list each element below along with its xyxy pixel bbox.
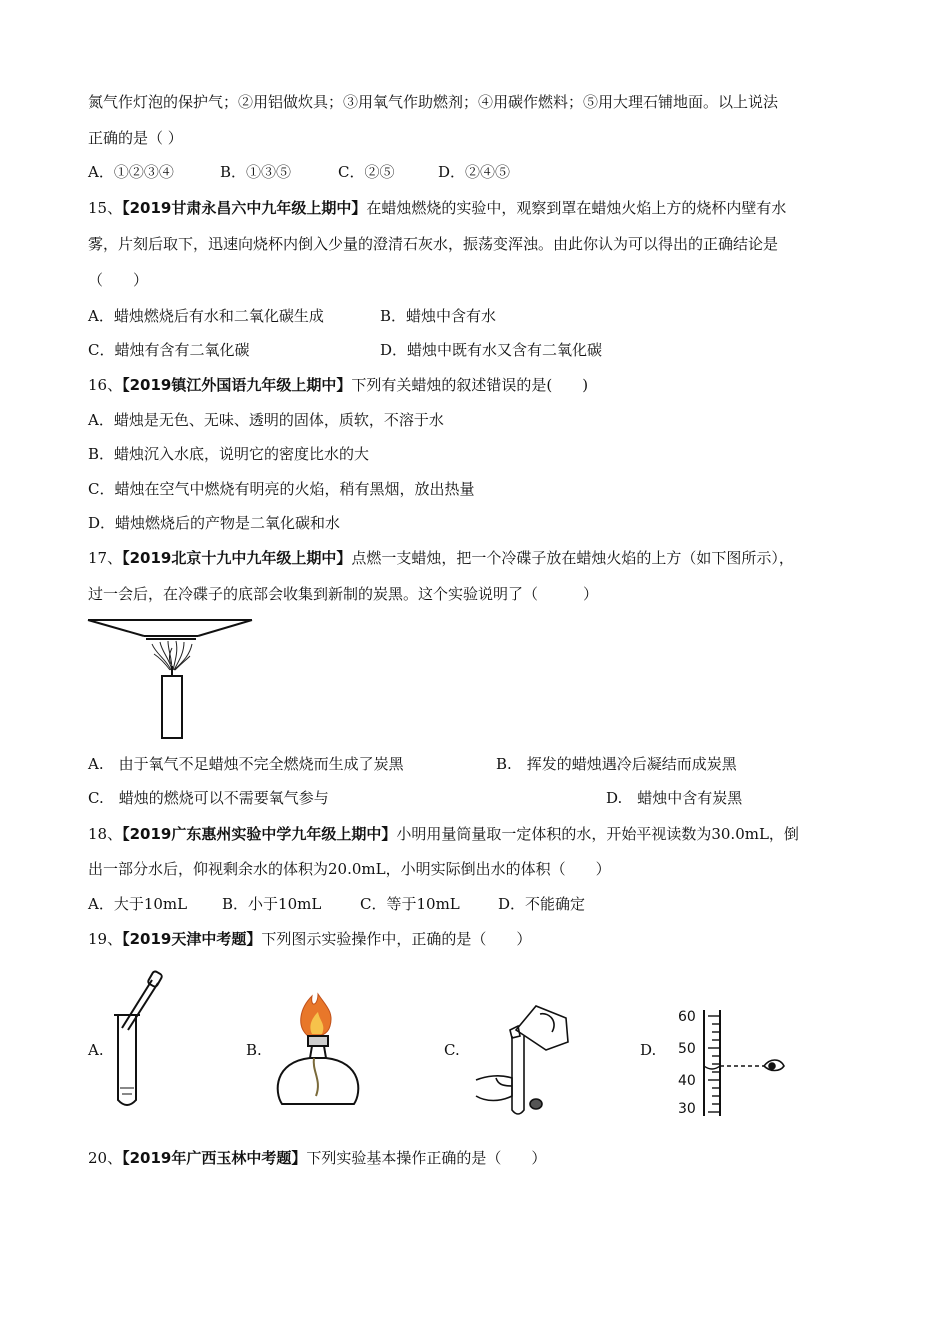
q17-option-d: D. 蜡烛中含有炭黑 bbox=[606, 789, 743, 807]
q17-source: 【2019北京十九中九年级上期中】 bbox=[122, 549, 352, 567]
q15-option-a: A．蜡烛燃烧后有水和二氧化碳生成 bbox=[88, 307, 324, 325]
q14-line2: 正确的是（ ） bbox=[88, 129, 183, 147]
q14-option-b: B．①③⑤ bbox=[220, 163, 292, 181]
q18-option-a: A．大于10mL bbox=[88, 895, 188, 913]
q16-option-c: C．蜡烛在空气中燃烧有明亮的火焰，稍有黑烟，放出热量 bbox=[88, 480, 475, 498]
q18-option-c: C．等于10mL bbox=[360, 895, 460, 913]
soot-flame bbox=[152, 641, 192, 670]
scale-label-50: 50 bbox=[678, 1041, 696, 1057]
graduated-cylinder-figure bbox=[678, 1008, 788, 1120]
alcohol-lamp-figure bbox=[268, 992, 368, 1116]
scale-label-30: 30 bbox=[678, 1101, 696, 1117]
meniscus bbox=[704, 1066, 720, 1069]
q20-source: 【2019年广西玉林中考题】 bbox=[122, 1149, 307, 1167]
q16-stem bbox=[88, 375, 588, 395]
dropper bbox=[122, 980, 158, 1030]
q16-source: 【2019镇江外国语九年级上期中】 bbox=[122, 376, 352, 394]
q17-option-c: C. 蜡烛的燃烧可以不需要氧气参与 bbox=[88, 789, 329, 807]
q19-source: 【2019天津中考题】 bbox=[122, 930, 262, 948]
q16-number: 16、 bbox=[88, 376, 123, 394]
q14-option-d: D．②④⑤ bbox=[438, 163, 511, 181]
q19-label-a: A. bbox=[88, 1041, 104, 1059]
q16-option-d: D．蜡烛燃烧后的产物是二氧化碳和水 bbox=[88, 514, 341, 532]
q19-stem bbox=[88, 929, 531, 949]
q17-option-b: B. 挥发的蜡烛遇冷后凝结而成炭黑 bbox=[496, 755, 737, 773]
q15-stem bbox=[88, 198, 786, 218]
q20-text: 下列实验基本操作正确的是（ ） bbox=[306, 1149, 547, 1167]
q19-label-b: B. bbox=[246, 1041, 262, 1059]
q19-text: 下列图示实验操作中，正确的是（ ） bbox=[261, 930, 532, 948]
q15-option-c: C．蜡烛有含有二氧化碳 bbox=[88, 341, 250, 359]
q18-option-d: D．不能确定 bbox=[498, 895, 586, 913]
q16-option-b: B．蜡烛沉入水底，说明它的密度比水的大 bbox=[88, 445, 370, 463]
q17-number: 17、 bbox=[88, 549, 123, 567]
candle-dish-figure bbox=[86, 614, 256, 742]
q15-text: 在蜡烛燃烧的实验中，观察到罩在蜡烛火焰上方的烧杯内壁有水 bbox=[366, 199, 787, 217]
q17-line2: 过一会后，在冷碟子的底部会收集到新制的炭黑。这个实验说明了（ ） bbox=[88, 585, 599, 603]
scale-label-60: 60 bbox=[678, 1009, 696, 1025]
candle bbox=[162, 666, 182, 738]
q14-option-a: A．①②③④ bbox=[88, 163, 174, 181]
lamp-flame bbox=[301, 994, 331, 1037]
q18-source: 【2019广东惠州实验中学九年级上期中】 bbox=[122, 825, 397, 843]
q16-option-a: A．蜡烛是无色、无味、透明的固体，质软，不溶于水 bbox=[88, 411, 444, 429]
q15-option-d: D．蜡烛中既有水又含有二氧化碳 bbox=[380, 341, 603, 359]
test-tube bbox=[512, 1036, 524, 1114]
stopper bbox=[530, 1099, 542, 1109]
cylinder-walls bbox=[704, 1010, 720, 1116]
lamp-body bbox=[278, 1036, 359, 1104]
cylinder-ticks bbox=[708, 1016, 720, 1112]
q14-option-c: C．②⑤ bbox=[338, 163, 395, 181]
q18-text: 小明用量筒量取一定体积的水，开始平视读数为30.0mL，倒 bbox=[396, 825, 799, 843]
q17-option-a: A. 由于氧气不足蜡烛不完全燃烧而生成了炭黑 bbox=[88, 755, 404, 773]
q17-text: 点燃一支蜡烛，把一个冷碟子放在蜡烛火焰的上方（如下图所示）， bbox=[351, 549, 794, 567]
q15-line3: （ ） bbox=[88, 271, 149, 289]
q15-source: 【2019甘肃永昌六中九年级上期中】 bbox=[122, 199, 367, 217]
q20-stem bbox=[88, 1148, 546, 1168]
cold-dish bbox=[88, 620, 252, 639]
q18-line2: 出一部分水后，仰视剩余水的体积为20.0mL，小明实际倒出水的体积（ ） bbox=[88, 860, 611, 878]
q15-option-b: B．蜡烛中含有水 bbox=[380, 307, 497, 325]
q15-number: 15、 bbox=[88, 199, 123, 217]
test-tube bbox=[118, 1015, 136, 1105]
hand bbox=[476, 1076, 512, 1101]
q15-line2: 雾，片刻后取下，迅速向烧杯内倒入少量的澄清石灰水，振荡变浑浊。由此你认为可以得出的正确结论是 bbox=[88, 235, 779, 253]
dropper-test-tube-figure bbox=[108, 970, 168, 1115]
scale-label-40: 40 bbox=[678, 1073, 696, 1089]
eye-icon bbox=[764, 1060, 784, 1071]
q20-number: 20、 bbox=[88, 1149, 123, 1167]
q14-line1: 氮气作灯泡的保护气；②用铝做炊具；③用氧气作助燃剂；④用碳作燃料；⑤用大理石铺地面。以上说法 bbox=[88, 93, 779, 111]
q19-label-c: C. bbox=[444, 1041, 460, 1059]
q18-stem bbox=[88, 824, 799, 844]
q18-number: 18、 bbox=[88, 825, 123, 843]
liquid-in-tube bbox=[120, 1088, 134, 1094]
q19-label-d: D. bbox=[640, 1041, 657, 1059]
q19-number: 19、 bbox=[88, 930, 123, 948]
q18-option-b: B．小于10mL bbox=[222, 895, 322, 913]
q17-stem bbox=[88, 548, 794, 568]
q16-text: 下列有关蜡烛的叙述错误的是( ) bbox=[351, 376, 589, 394]
pouring-liquid-figure bbox=[466, 992, 576, 1120]
